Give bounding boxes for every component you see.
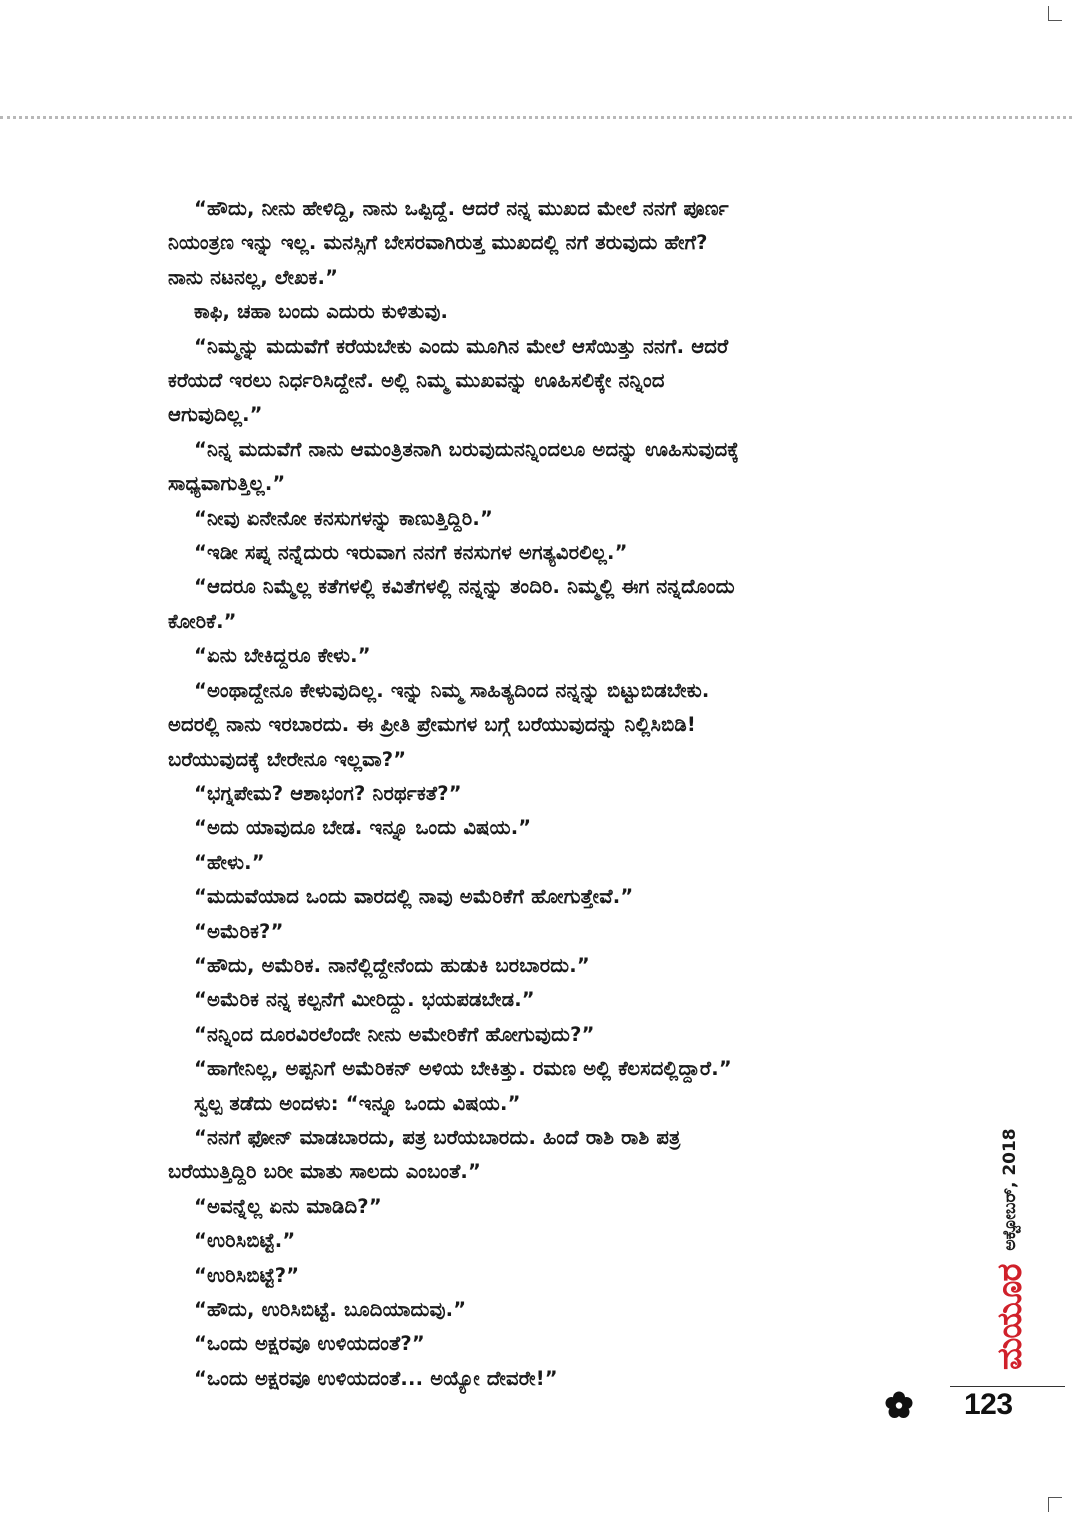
paragraph bbox=[168, 433, 920, 502]
crop-mark-top-right bbox=[1048, 6, 1062, 21]
text-line: ನಾನು ನಟನಲ್ಲ, ಲೇಖಕ.” bbox=[168, 265, 339, 289]
text-line: “ಅಮೆರಿಕ?” bbox=[194, 919, 284, 943]
text-line: “ಹೌದು, ನೀನು ಹೇಳಿದ್ದಿ, ನಾನು ಒಪ್ಪಿದ್ದೆ. ಆದರೆ ನನ್ನ ಮುಖದ ಮೇಲೆ ನನಗೆ ಪೂರ್ಣ bbox=[194, 197, 729, 220]
text-line: “ಅದು ಯಾವುದೂ ಬೇಡ. ಇನ್ನೂ ಒಂದು ವಿಷಯ.” bbox=[194, 816, 532, 840]
text-line: “ಒಂದು ಅಕ್ಷರವೂ ಉಳಿಯದಂತೆ?” bbox=[194, 1332, 425, 1356]
paragraph bbox=[168, 1052, 920, 1086]
paragraph bbox=[168, 502, 920, 536]
paragraph bbox=[168, 639, 920, 673]
text-line: “ಹೌದು, ಉರಿಸಿಬಿಟ್ಟೆ. ಬೂದಿಯಾದುವು.” bbox=[194, 1298, 467, 1321]
text-line: “ನೀವು ಏನೇನೋ ಕನಸುಗಳನ್ನು ಕಾಣುತ್ತಿದ್ದಿರಿ.” bbox=[194, 506, 493, 530]
crop-mark-bottom-right bbox=[1048, 1497, 1062, 1512]
footer-rule bbox=[950, 1386, 1065, 1387]
text-line: “ಹಾಗೇನಿಲ್ಲ, ಅಪ್ಪನಿಗೆ ಅಮೆರಿಕನ್ ಅಳಿಯ ಬೇಕಿತ್ತು. ರಮಣ ಅಲ್ಲಿ ಕೆಲಸದಲ್ಲಿದ್ದಾರೆ.” bbox=[194, 1057, 732, 1081]
dotted-header-rule bbox=[0, 116, 1072, 119]
paragraph bbox=[168, 1362, 920, 1396]
text-line: ಸ್ವಲ್ಪ ತಡೆದು ಅಂದಳು: “ಇನ್ನೂ ಒಂದು ವಿಷಯ.” bbox=[194, 1091, 521, 1115]
paragraph bbox=[168, 1087, 920, 1121]
paragraph bbox=[168, 1121, 920, 1190]
text-line: “ನನ್ನಿಂದ ದೂರವಿರಲೆಂದೇ ನೀನು ಅಮೇರಿಕೆಗೆ ಹೋಗುವುದು?” bbox=[194, 1022, 595, 1046]
paragraph bbox=[168, 949, 920, 983]
paragraph bbox=[168, 330, 920, 433]
paragraph bbox=[168, 674, 920, 777]
text-line: “ಒಂದು ಅಕ್ಷರವೂ ಉಳಿಯದಂತೆ... ಅಯ್ಯೋ ದೇವರೇ!” bbox=[194, 1366, 558, 1390]
paragraph bbox=[168, 192, 920, 295]
paragraph bbox=[168, 1018, 920, 1052]
article-body bbox=[168, 192, 920, 1396]
text-line: “ಇಡೀ ಸಪ್ನ ನನ್ನೆದುರು ಇರುವಾಗ ನನಗೆ ಕನಸುಗಳ ಅಗತ್ಯವಿರಲಿಲ್ಲ.” bbox=[194, 541, 628, 565]
text-line: ಬರೆಯುತ್ತಿದ್ದಿರಿ ಬರೀ ಮಾತು ಸಾಲದು ಎಂಬಂತೆ.” bbox=[168, 1160, 482, 1184]
text-line: “ನಿನ್ನ ಮದುವೆಗೆ ನಾನು ಆಮಂತ್ರಿತನಾಗಿ ಬರುವುದುನನ್ನಿಂದಲೂ ಅದನ್ನು ಊಹಿಸುವುದಕ್ಕೆ bbox=[194, 437, 740, 461]
text-line: “ಆದರೂ ನಿಮ್ಮೆಲ್ಲ ಕತೆಗಳಲ್ಲಿ ಕವಿತೆಗಳಲ್ಲಿ ನನ್ನನ್ನು ತಂದಿರಿ. ನಿಮ್ಮಲ್ಲಿ ಈಗ ನನ್ನದೊಂದು bbox=[194, 575, 735, 599]
text-line: “ನನಗೆ ಫೋನ್ ಮಾಡಬಾರದು, ಪತ್ರ ಬರೆಯಬಾರದು. ಹಿಂದೆ ರಾಶಿ ರಾಶಿ ಪತ್ರ bbox=[194, 1125, 681, 1149]
paragraph bbox=[168, 570, 920, 639]
text-line: ಬರೆಯುವುದಕ್ಕೆ ಬೇರೇನೂ ಇಲ್ಲವಾ?” bbox=[168, 747, 407, 771]
paragraph bbox=[168, 295, 920, 329]
paragraph bbox=[168, 1190, 920, 1224]
text-line: “ಮದುವೆಯಾದ ಒಂದು ವಾರದಲ್ಲಿ ನಾವು ಅಮೆರಿಕೆಗೆ ಹೋಗುತ್ತೇವೆ.” bbox=[194, 885, 634, 909]
text-line: “ಅವನ್ನೆಲ್ಲ ಏನು ಮಾಡಿದಿ?” bbox=[194, 1194, 382, 1218]
text-line: “ಭಗ್ನಪೇಮ? ಆಶಾಭಂಗ? ನಿರರ್ಥಕತೆ?” bbox=[194, 781, 462, 805]
flower-icon bbox=[884, 1390, 914, 1420]
paragraph bbox=[168, 777, 920, 811]
text-line: “ಅಂಥಾದ್ದೇನೂ ಕೇಳುವುದಿಲ್ಲ. ಇನ್ನು ನಿಮ್ಮ ಸಾಹಿತ್ಯದಿಂದ ನನ್ನನ್ನು ಬಿಟ್ಟುಬಿಡಬೇಕು. bbox=[194, 678, 710, 702]
paragraph bbox=[168, 1224, 920, 1258]
paragraph bbox=[168, 846, 920, 880]
text-line: “ನಿಮ್ಮನ್ನು ಮದುವೆಗೆ ಕರೆಯಬೇಕು ಎಂದು ಮೂಗಿನ ಮೇಲೆ ಆಸೆಯಿತ್ತು ನನಗೆ. ಆದರೆ bbox=[194, 334, 729, 358]
text-line: ನಿಯಂತ್ರಣ ಇನ್ನು ಇಲ್ಲ. ಮನಸ್ಸಿಗೆ ಬೇಸರವಾಗಿರುತ್ತ ಮುಖದಲ್ಲಿ ನಗೆ ತರುವುದು ಹೇಗೆ? bbox=[168, 231, 708, 255]
paragraph bbox=[168, 915, 920, 949]
page-number: 123 bbox=[964, 1388, 1013, 1421]
text-line: ಕರೆಯದೆ ಇರಲು ನಿರ್ಧರಿಸಿದ್ದೇನೆ. ಅಲ್ಲಿ ನಿಮ್ಮ ಮುಖವನ್ನು ಊಹಿಸಲಿಕ್ಕೇ ನನ್ನಿಂದ bbox=[168, 369, 665, 393]
paragraph bbox=[168, 983, 920, 1017]
text-line: ಸಾಧ್ಯವಾಗುತ್ತಿಲ್ಲ.” bbox=[168, 472, 286, 496]
paragraph bbox=[168, 880, 920, 914]
paragraph bbox=[168, 811, 920, 845]
magazine-sidebar bbox=[950, 1055, 1030, 1370]
paragraph bbox=[168, 536, 920, 570]
paragraph bbox=[168, 1259, 920, 1293]
paragraph bbox=[168, 1327, 920, 1361]
issue-date: ಅಕ್ಟೋಬರ್, 2018 bbox=[1000, 1128, 1020, 1251]
text-line: “ಹೌದು, ಅಮೆರಿಕ. ನಾನೆಲ್ಲಿದ್ದೇನೆಂದು ಹುಡುಕಿ ಬರಬಾರದು.” bbox=[194, 953, 590, 977]
text-line: ಅದರಲ್ಲಿ ನಾನು ಇರಬಾರದು. ಈ ಪ್ರೀತಿ ಪ್ರೇಮಗಳ ಬಗ್ಗೆ ಬರೆಯುವುದನ್ನು ನಿಲ್ಲಿಸಿಬಿಡಿ! bbox=[168, 713, 696, 737]
text-line: “ಉರಿಸಿಬಿಟ್ಟೆ?” bbox=[194, 1263, 300, 1287]
paragraph bbox=[168, 1293, 920, 1327]
magazine-brand: ಮಯೂರ bbox=[990, 1264, 1030, 1370]
text-line: ಕಾಫಿ, ಚಹಾ ಬಂದು ಎದುರು ಕುಳಿತುವು. bbox=[194, 300, 449, 324]
text-line: “ಏನು ಬೇಕಿದ್ದರೂ ಕೇಳು.” bbox=[194, 644, 371, 668]
text-line: “ಅಮೆರಿಕ ನನ್ನ ಕಲ್ಪನೆಗೆ ಮೀರಿದ್ದು. ಭಯಪಡಬೇಡ.” bbox=[194, 988, 535, 1012]
text-line: “ಉರಿಸಿಬಿಟ್ಟೆ.” bbox=[194, 1229, 296, 1253]
text-line: ಆಗುವುದಿಲ್ಲ.” bbox=[168, 403, 263, 427]
text-line: ಕೋರಿಕೆ.” bbox=[168, 609, 237, 633]
sidebar-rotated-text bbox=[980, 1055, 1040, 1370]
text-line: “ಹೇಳು.” bbox=[194, 850, 265, 874]
